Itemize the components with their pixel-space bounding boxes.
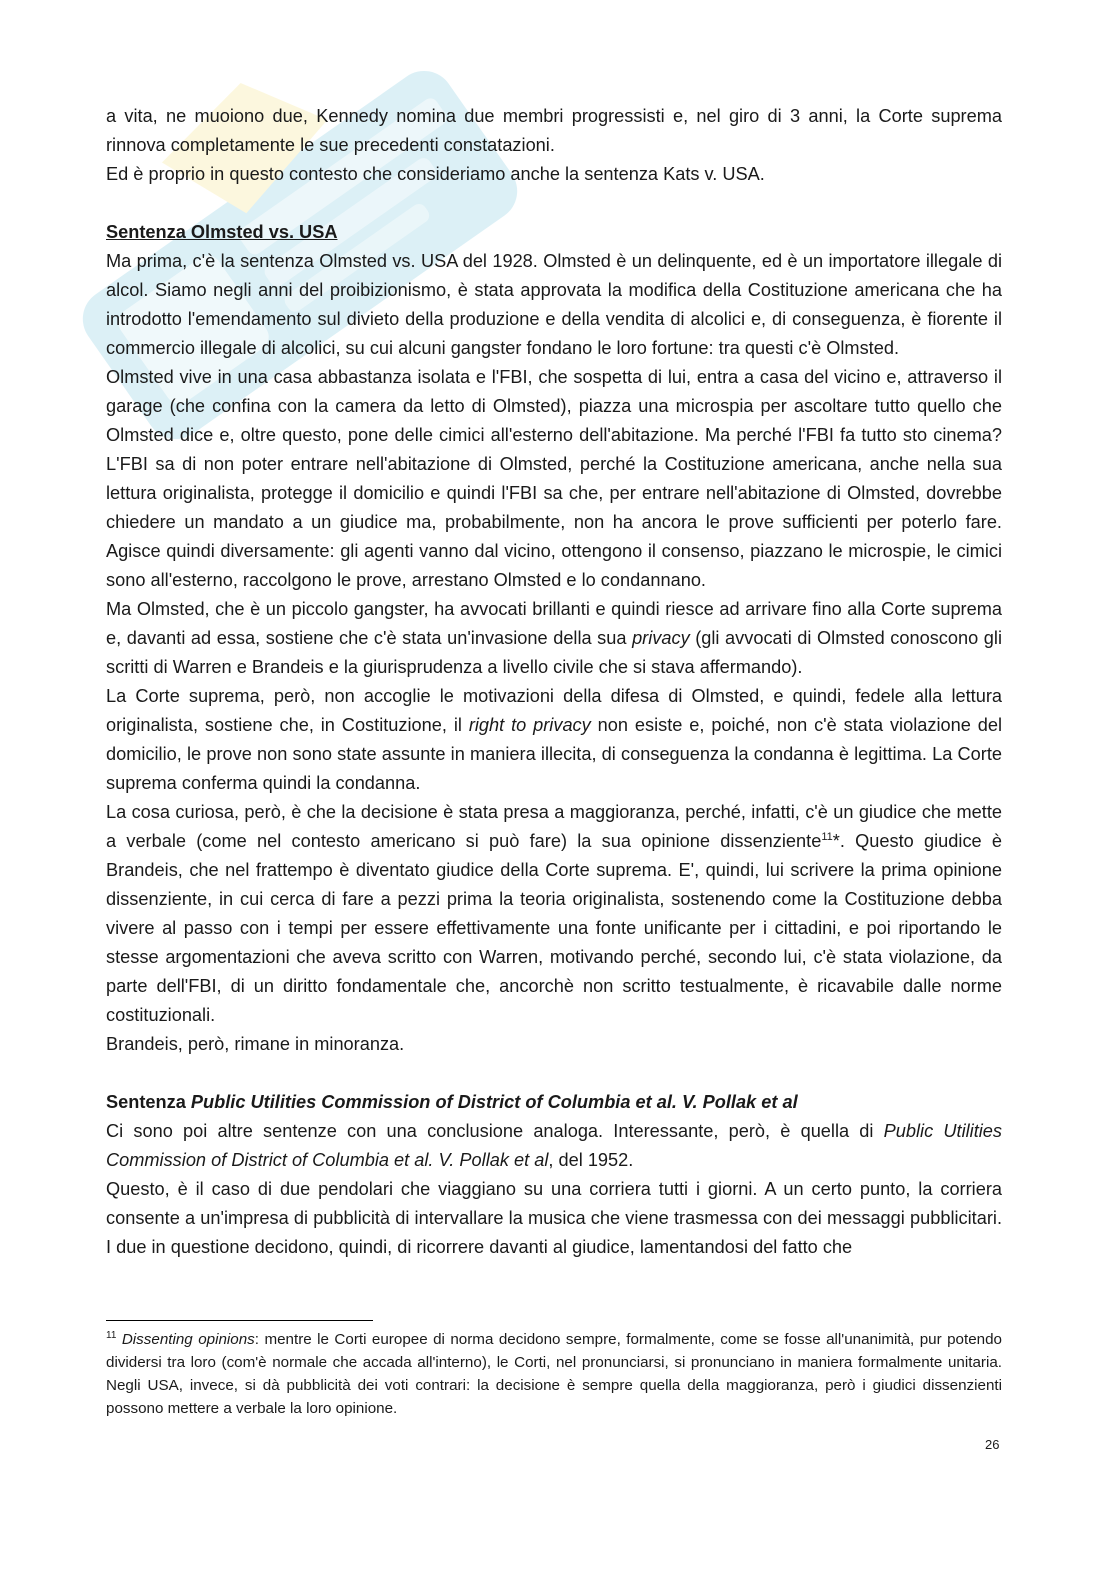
footnote-number: 11 — [106, 1329, 117, 1341]
footnote-separator — [106, 1320, 373, 1321]
document-body — [106, 102, 1002, 1262]
paragraph: Olmsted vive in una casa abbastanza isolata e l'FBI, che sospetta di lui, entra a casa del vicino e, attraverso il garage (che confina con la camera da letto di Olmsted), piazza una microspia per ascoltare tutto quello che Olmsted dice e, oltre questo, pone delle cimici all'esterno dell'abitazione. Ma perché l'FBI fa tutto sto cinema? L'FBI sa di non poter entrare nell'abitazione di Olmsted, perché la Costituzione americana, anche nella sua lettura originalista, protegge il domicilio e quindi l'FBI sa che, per entrare nell'abitazione di Olmsted, dovrebbe chiedere un mandato a un giudice ma, probabilmente, non ha ancora le prove sufficienti per poterlo fare. Agisce quindi diversamente: gli agenti vanno dal vicino, ottengono il consenso, piazzano le microspie, le cimici sono all'esterno, raccolgono le prove, arrestano Olmsted e lo condannano. — [106, 367, 1002, 590]
paragraph: La Corte suprema, però, non accoglie le motivazioni della difesa di Olmsted, e quindi, fedele alla lettura originalista, sostiene che, in Costituzione, il right to privacy non esiste e, poiché, non c'è stata violazione del domicilio, le prove non sono state assunte in maniera illecita, di conseguenza la condanna è legittima. La Corte suprema conferma quindi la condanna. — [106, 686, 1003, 793]
paragraph: Ci sono poi altre sentenze con una conclusione analoga. Interessante, però, è quella di Public Utilities Commission of District of Columbia et al. V. Pollak et al, del 1952. — [106, 1121, 1002, 1170]
paragraph: Ed è proprio in questo contesto che consideriamo anche la sentenza Kats v. USA. — [106, 164, 765, 184]
paragraph: a vita, ne muoiono due, Kennedy nomina due membri progressisti e, nel giro di 3 anni, la Corte suprema rinnova completamente le sue precedenti constatazioni. — [106, 106, 1002, 155]
section-heading-olmsted: Sentenza Olmsted vs. USA — [106, 222, 338, 242]
paragraph: Brandeis, però, rimane in minoranza. — [106, 1034, 405, 1054]
paragraph: Ma prima, c'è la sentenza Olmsted vs. USA del 1928. Olmsted è un delinquente, ed è un importatore illegale di alcol. Siamo negli anni del proibizionismo, è stata approvata la modifica della Costituzione americana che ha introdotto l'emendamento sul divieto della produzione e della vendita di alcolici e, di conseguenza, è fiorente il commercio illegale di alcolici, su cui alcuni gangster fondano le loro fortune: tra questi c'è Olmsted. — [106, 251, 1002, 358]
page-number: 26 — [985, 1437, 1000, 1452]
footnote-term: Dissenting opinions — [121, 1331, 255, 1348]
section-heading-pollak: Sentenza Public Utilities Commission of District of Columbia et al. V. Pollak et al — [106, 1092, 798, 1112]
paragraph: La cosa curiosa, però, è che la decisione è stata presa a maggioranza, perché, infatti, c'è un giudice che mette a verbale (come nel contesto americano si può fare) la sua opinione dissenziente$^{11}$*. Questo giudice è Brandeis, che nel frattempo è diventato giudice della Corte suprema. E', quindi, lui scrivere la prima opinione dissenziente, in cui cerca di fare a pezzi prima la teoria originalista, sostenendo come la Costituzione debba vivere al passo con i tempi per essere effettivamente una fonte unificante per i cittadini, e poi riportando le stesse argomentazioni che aveva scritto con Warren, motivando perché, secondo lui, c'è stata violazione, da parte dell'FBI, di un diritto fondamentale che, ancorchè non scritto testualmente, è ricavabile dalle norme costituzionali. — [106, 802, 1003, 1025]
footnote-reference[interactable]: 11 — [821, 830, 833, 843]
paragraph: Questo, è il caso di due pendolari che viaggiano su una corriera tutti i giorni. A un certo punto, la corriera consente a un'impresa di pubblicità di intervallare la musica che viene trasmessa con dei messaggi pubblicitari. I due in questione decidono, quindi, di ricorrere davanti al giudice, lamentandosi del fatto che — [106, 1179, 1002, 1257]
footnote — [106, 1328, 1002, 1420]
footnote-text: : mentre le Corti europee di norma decidono sempre, formalmente, come se fosse all'unanimità, pur potendo dividersi tra loro (com'è normale che accada all'interno), le Corti, nel pronunciarsi, si pronunciano in maniera formalmente unitaria. Negli USA, invece, si dà pubblicità dei voti contrari: la decisione è sempre quella della maggioranza, però i giudici dissenzienti possono mettere a verbale la loro opinione. — [106, 1331, 1002, 1417]
paragraph: Ma Olmsted, che è un piccolo gangster, ha avvocati brillanti e quindi riesce ad arrivare fino alla Corte suprema e, davanti ad essa, sostiene che c'è stata un'invasione della sua privacy (gli avvocati di Olmsted conoscono gli scritti di Warren e Brandeis e la giurisprudenza a livello civile che si stava affermando). — [106, 599, 1002, 677]
